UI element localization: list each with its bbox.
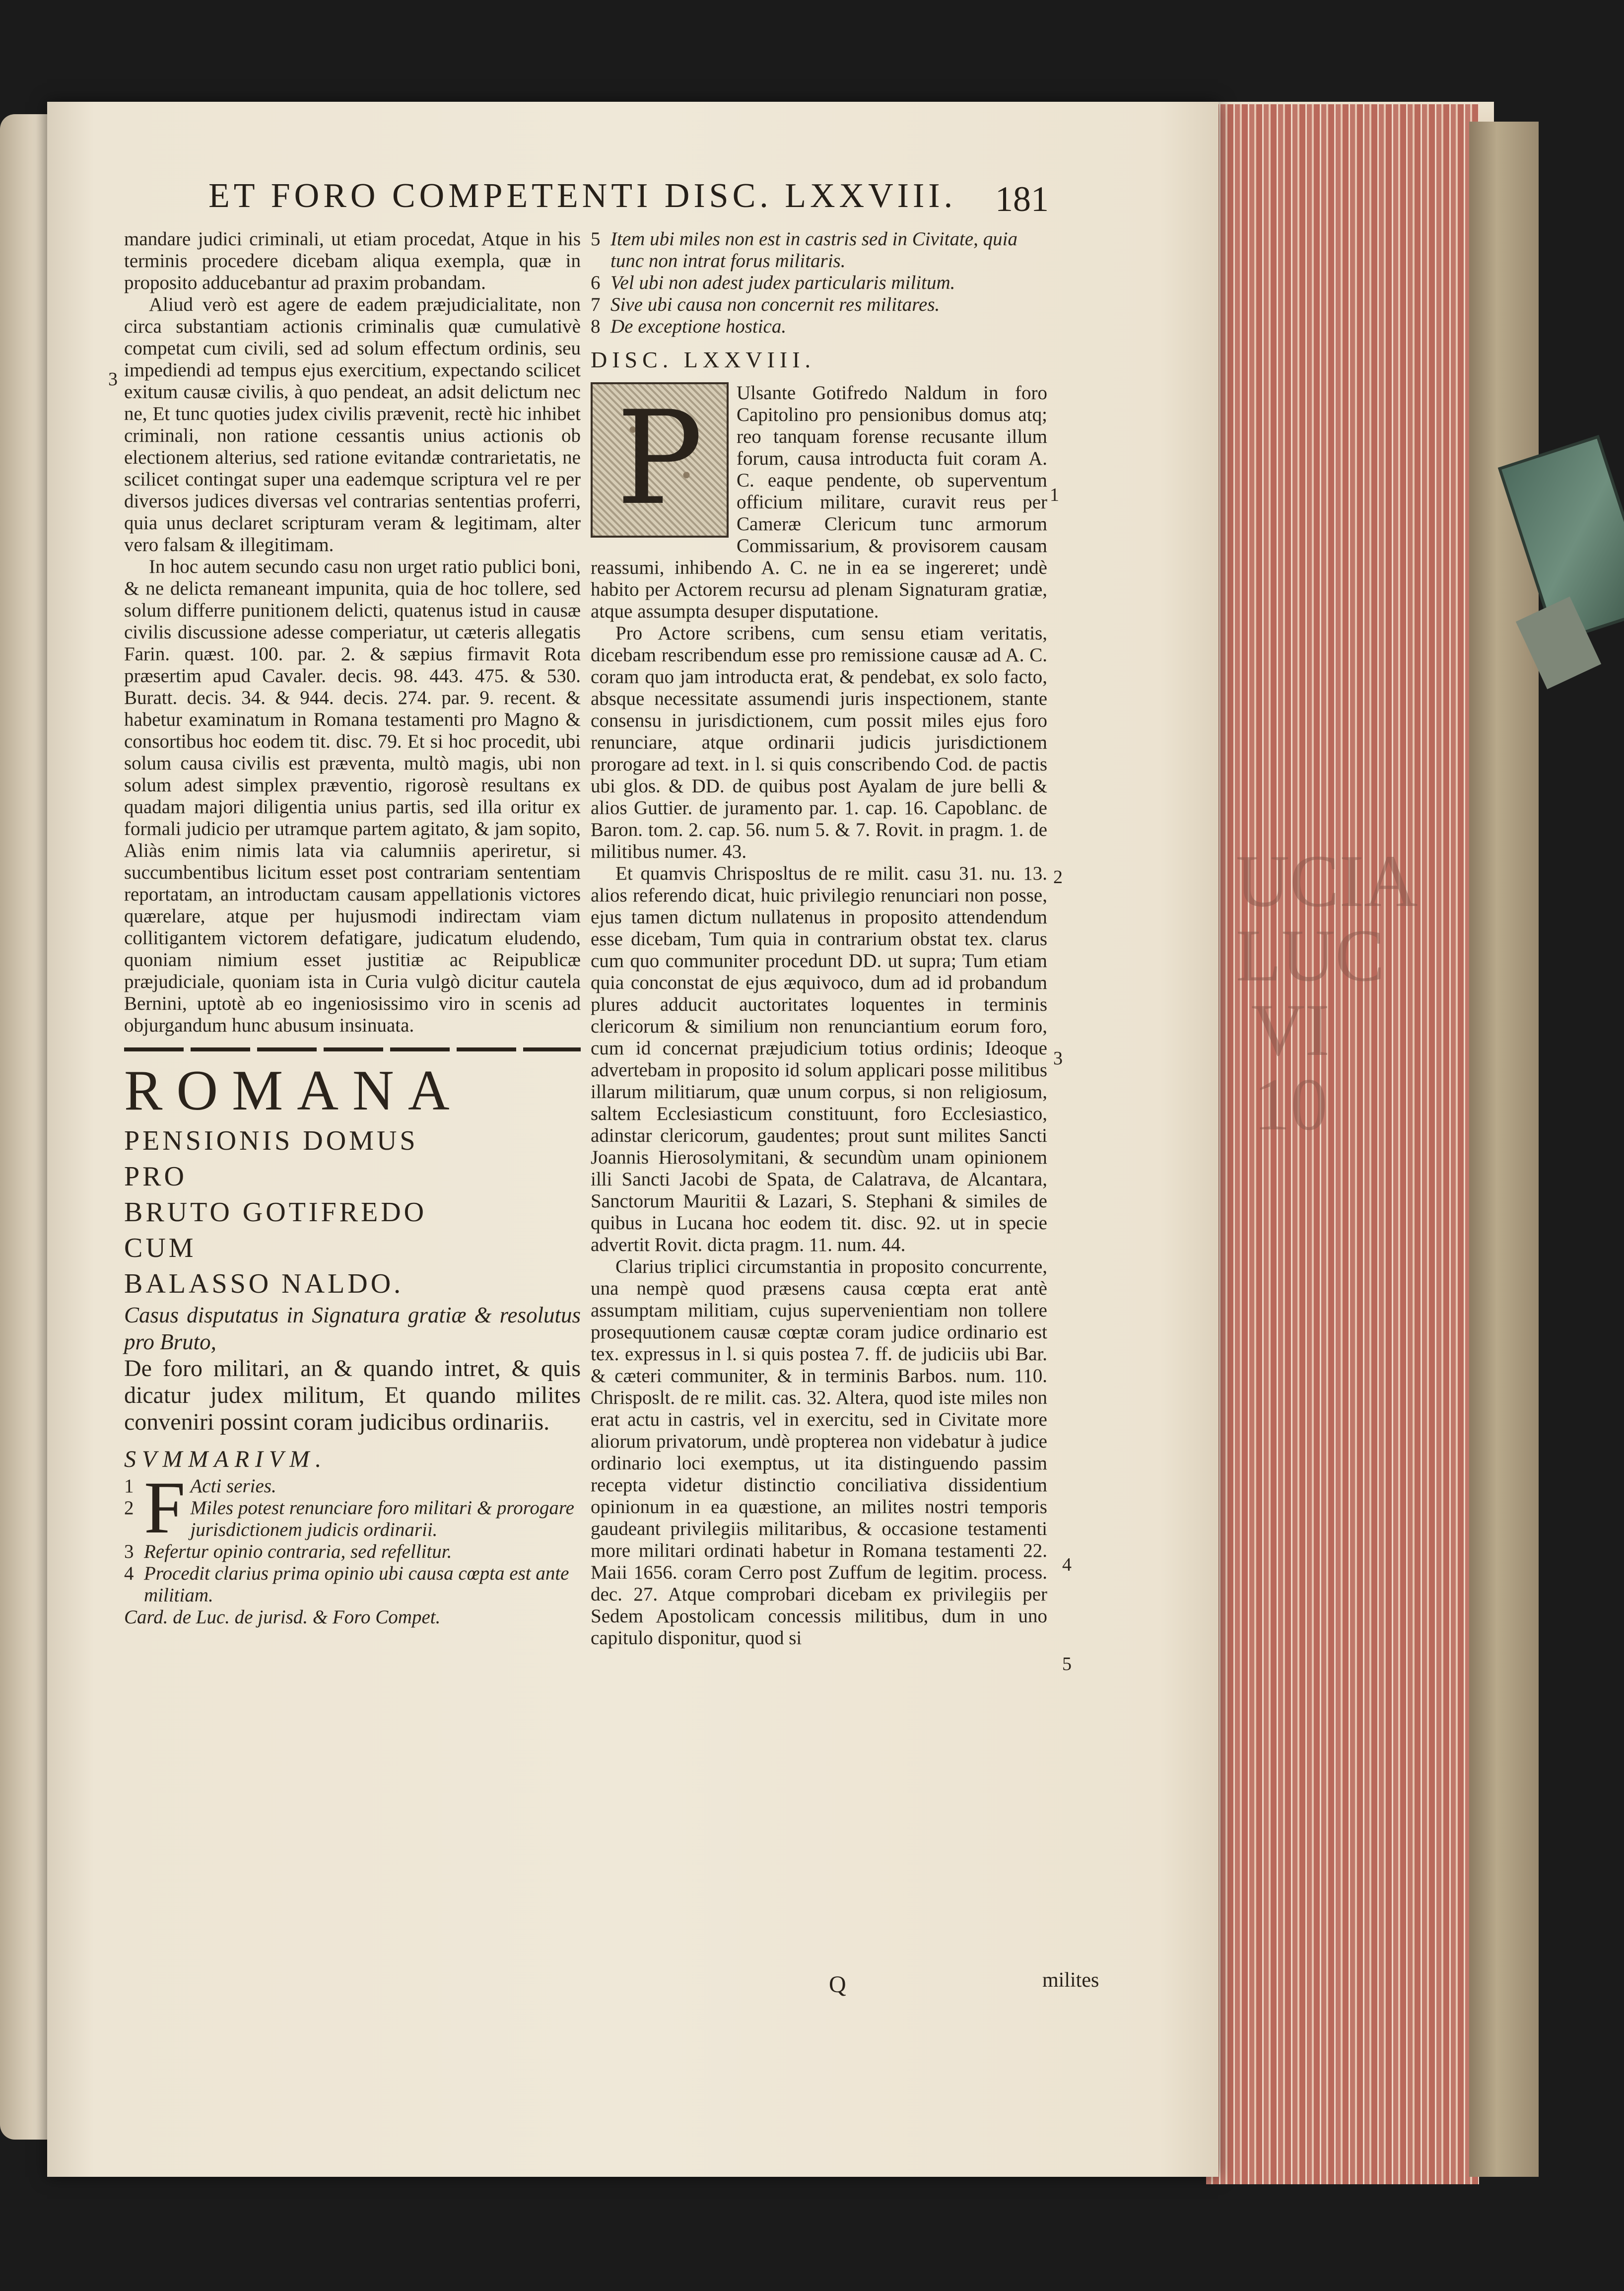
summarium-heading: SVMMARIVM. <box>124 1446 328 1472</box>
footer-citation: Card. de Luc. de jurisd. & Foro Compet. <box>124 1606 441 1628</box>
right-column <box>591 228 1047 1649</box>
left-paragraph-2: Aliud verò est agere de eadem præjudicialitate, non circa substantiam actionis criminalis quæ cumulativè competat cum civili, sed ad solum effectum ordinis, seu impediendi ad tempus ejus exercitium, expectando scilicet exitum causæ civilis, à quo pendeat, an adsit delictum nec ne, Et tunc quoties judex civilis prævenit, rectè hic inhibet criminali, non ratione cessantis unius actionis ob electionem alterius, sed ratione evitandæ contrarietatis, ne scilicet contingat super una eademque scriptura vel re per diversos judices diversas vel contrarias sententias proferri, quia unus declaret scripturam veram & legitimam, alter vero falsam & illegitimam. <box>124 294 581 555</box>
case-title-line-4: BRUTO GOTIFREDO <box>124 1197 427 1228</box>
right-paragraph-1: Ulsante Gotifredo Naldum in foro Capitolino pro pensionibus domus atq; reo tanquam forense recusante illum forum, causa introducta fuit coram A. C. eaque pendente, ob superventum officium militare, curavit reus per Cameræ Clericum tunc armorum Commissarium, & provisorem causam reassumi, inhibendo A. C. ne in ea se ingereret; undè habito per Actorem recursu ad plenam Signaturam gratiæ, atque assumpta desuper disputatione. <box>591 382 1047 622</box>
case-abstract: De foro militari, an & quando intret, & quis dicatur judex militum, Et quando milites conveniri possint coram judicibus ordinariis. <box>124 1355 581 1435</box>
case-title-line-5: CUM <box>124 1233 197 1263</box>
case-title-romana: ROMANA <box>124 1059 464 1122</box>
case-subtitle: Casus disputatus in Signatura gratiæ & resolutus pro Bruto, <box>124 1303 581 1354</box>
signature-mark: Q <box>829 1971 846 1998</box>
margin-note-5: 5 <box>1062 1654 1072 1674</box>
book-binding <box>1469 122 1539 2177</box>
spine-label: UCIA LUC VI 10 <box>1236 840 1418 1146</box>
drop-cap-f: F <box>144 1466 186 1549</box>
margin-note-left: 3 <box>108 369 118 390</box>
right-paragraph-4: Clarius triplici circumstantia in proposito concurrente, una nempè quod præsens causa cœpta erat antè assumptam militiam, cujus supervenientiam non tollere prosequutionem causæ cœptæ coram judice ordinario est tex. expressus in l. si quis postea 7. ff. de judiciis ubi Bar. & cæteri communiter, & in terminis Barbos. num. 110. Chrisposlt. de re milit. cas. 32. Altera, quod iste miles non erat actu in castris, vel in exercitu, sed in Civitate more aliorum privatorum, undè propterea non videbatur à judice ordinario loci exemptus, ut ita distinguendo passim recepta videtur distinctio conciliativa dissidentium opinionum in ea quæstione, an milites nostri temporis gaudeant privilegiis militaribus, & occasione testamenti more militari ordinati habetur in Romana testamenti 22. Maii 1656. coram Cerro post Zuffum de legitim. process. dec. 27. Atque comprobari dicebam ex privilegiis per Sedem Apostolicam concessis militibus, dum in uno capitulo disponitur, quod si <box>591 1256 1047 1649</box>
case-title-line-6: BALASSO NALDO. <box>124 1268 404 1299</box>
catchword: milites <box>1042 1969 1099 1992</box>
summary-item: 5 Item ubi miles non est in castris sed in Civitate, quia tunc non intrat forus militaris. <box>591 228 1018 272</box>
summary-item: 8 De exceptione hostica. <box>591 316 787 337</box>
summarium-list <box>124 1466 581 1606</box>
running-head: ET FORO COMPETENTI DISC. LXXVIII. <box>208 177 957 215</box>
margin-note-1: 1 <box>1050 485 1059 505</box>
summary-item: 4 Procedit clarius prima opinio ubi causa cœpta est ante militiam. <box>124 1563 569 1606</box>
summary-item: 1 Acti series. <box>124 1475 276 1497</box>
right-paragraph-2: Pro Actore scribens, cum sensu etiam veritatis, dicebam rescribendum esse pro remissione causæ ad A. C. coram quo jam introducta erat, & pendebat, ex solo facto, absque necessitate assumendi juris inspectionem, stante consensu in jurisdictionem, cum possit miles ejus foro renunciare, atque ordinarii judicis jurisdictionem prorogare ad text. in l. si quis conscribendo Cod. de pactis ubi glos. & DD. de quibus post Ayalam de jure belli & alios Guttier. de juramento par. 1. cap. 16. Capoblanc. de Baron. tom. 2. cap. 56. num 5. & 7. Rovit. in pragm. 1. de militibus numer. 43. <box>591 623 1047 862</box>
summarium-list-continued <box>591 228 1047 338</box>
right-paragraph-3: Et quamvis Chrisposltus de re milit. casu 31. nu. 13. alios referendo dicat, huic privilegio renunciari non posse, ejus tamen dictum nullatenus in proposito attendendum esse dicebam, Tum quia in contrarium obstat tex. clarus cum quo communiter procedunt DD. ut supra; Tum etiam quia conconstat de ejus æquivoco, dum ad id probandum plures adducit auctoritates loquentes in terminis clericorum & similium non renunciantium eorum foro, cum id concernat præjudicium totius ordinis; Ideoque advertebam in proposito id solum applicari posse militibus illarum militiarum, quæ unum corpus, si non religiosum, saltem Ecclesiasticum constituunt, foro Ecclesiastico, adinstar clericorum, gaudentes; prout sunt milites Sancti Joannis Hierosolymitani, & secundùm unam opinionem illi Sancti Jacobi de Spata, de Calatrava, de Alcantara, Sanctorum Mauritii & Lazari, S. Stephani & similes de quibus in Lucana hoc eodem tit. disc. 92. ut in specie advertit Rovit. dicta pragm. 11. num. 44. <box>591 863 1047 1255</box>
margin-note-2: 2 <box>1053 867 1063 888</box>
disc-heading: DISC. LXXVIII. <box>591 347 816 372</box>
summary-item: 3 Refertur opinio contraria, sed refellitur. <box>124 1541 452 1562</box>
ornamental-rule <box>124 1047 581 1051</box>
left-column <box>124 228 581 1628</box>
case-title-block <box>124 1058 581 1302</box>
case-title-line-3: PRO <box>124 1161 187 1192</box>
summary-item: 7 Sive ubi causa non concernit res militares. <box>591 294 940 315</box>
decorated-initial-p: P <box>591 382 729 538</box>
margin-note-3: 3 <box>1053 1048 1063 1069</box>
summary-item: 2 Miles potest renunciare foro militari & prorogare jurisdictionem judicis ordinarii. <box>124 1497 574 1540</box>
summary-item: 6 Vel ubi non adest judex particularis militum. <box>591 272 955 293</box>
page-number: 181 <box>995 179 1049 219</box>
left-paragraph-3: In hoc autem secundo casu non urget ratio publici boni, & ne delicta remaneant impunita, quia de hoc tollere, sed solum differre punitionem delicti, quatenus istud in causæ civilis discussione adesse comperiatur, ut cæteris allegatis Farin. quæst. 100. par. 2. & sæpius firmavit Rota præsertim apud Cavaler. decis. 98. 443. 475. & 530. Buratt. decis. 34. & 944. decis. 274. par. 9. recent. & habetur examinatum in Romana testamenti pro Magno & consortibus hoc eodem tit. disc. 79. Et si hoc procedit, ubi solum causa civilis est præventa, multò magis, ubi non solum adest simplex præventio, rigorosè resultans ex quadam majori diligentia unius partis, sed illa oritur ex formali judicio per utramque partem agitato, & jam sopito, Aliàs enim nimis lata via calumniis aperiretur, si succumbentibus licitum esset post contrariam sententiam reportatam, an introductam causam appellationis victores quærelare, atque per hujusmodi indirectam viam collitigantem victorem defatigare, judicatum eludendo, quoniam nimium esset justitiæ ac Reipublicæ præjudiciale, quoniam ista in Curia vulgò dicitur cautela Bernini, uptotè ab eo ingeniosissimo viro in scenis ad objurgandum hunc abusum insinuata. <box>124 556 581 1036</box>
case-title-line-2: PENSIONIS DOMUS <box>124 1125 418 1156</box>
margin-note-4: 4 <box>1062 1554 1072 1575</box>
left-paragraph-1: mandare judici criminali, ut etiam procedat, Atque in his terminis procedere dicebam aliqua exempla, quæ in proposito adducebantur ad praxim probandam. <box>124 228 581 293</box>
